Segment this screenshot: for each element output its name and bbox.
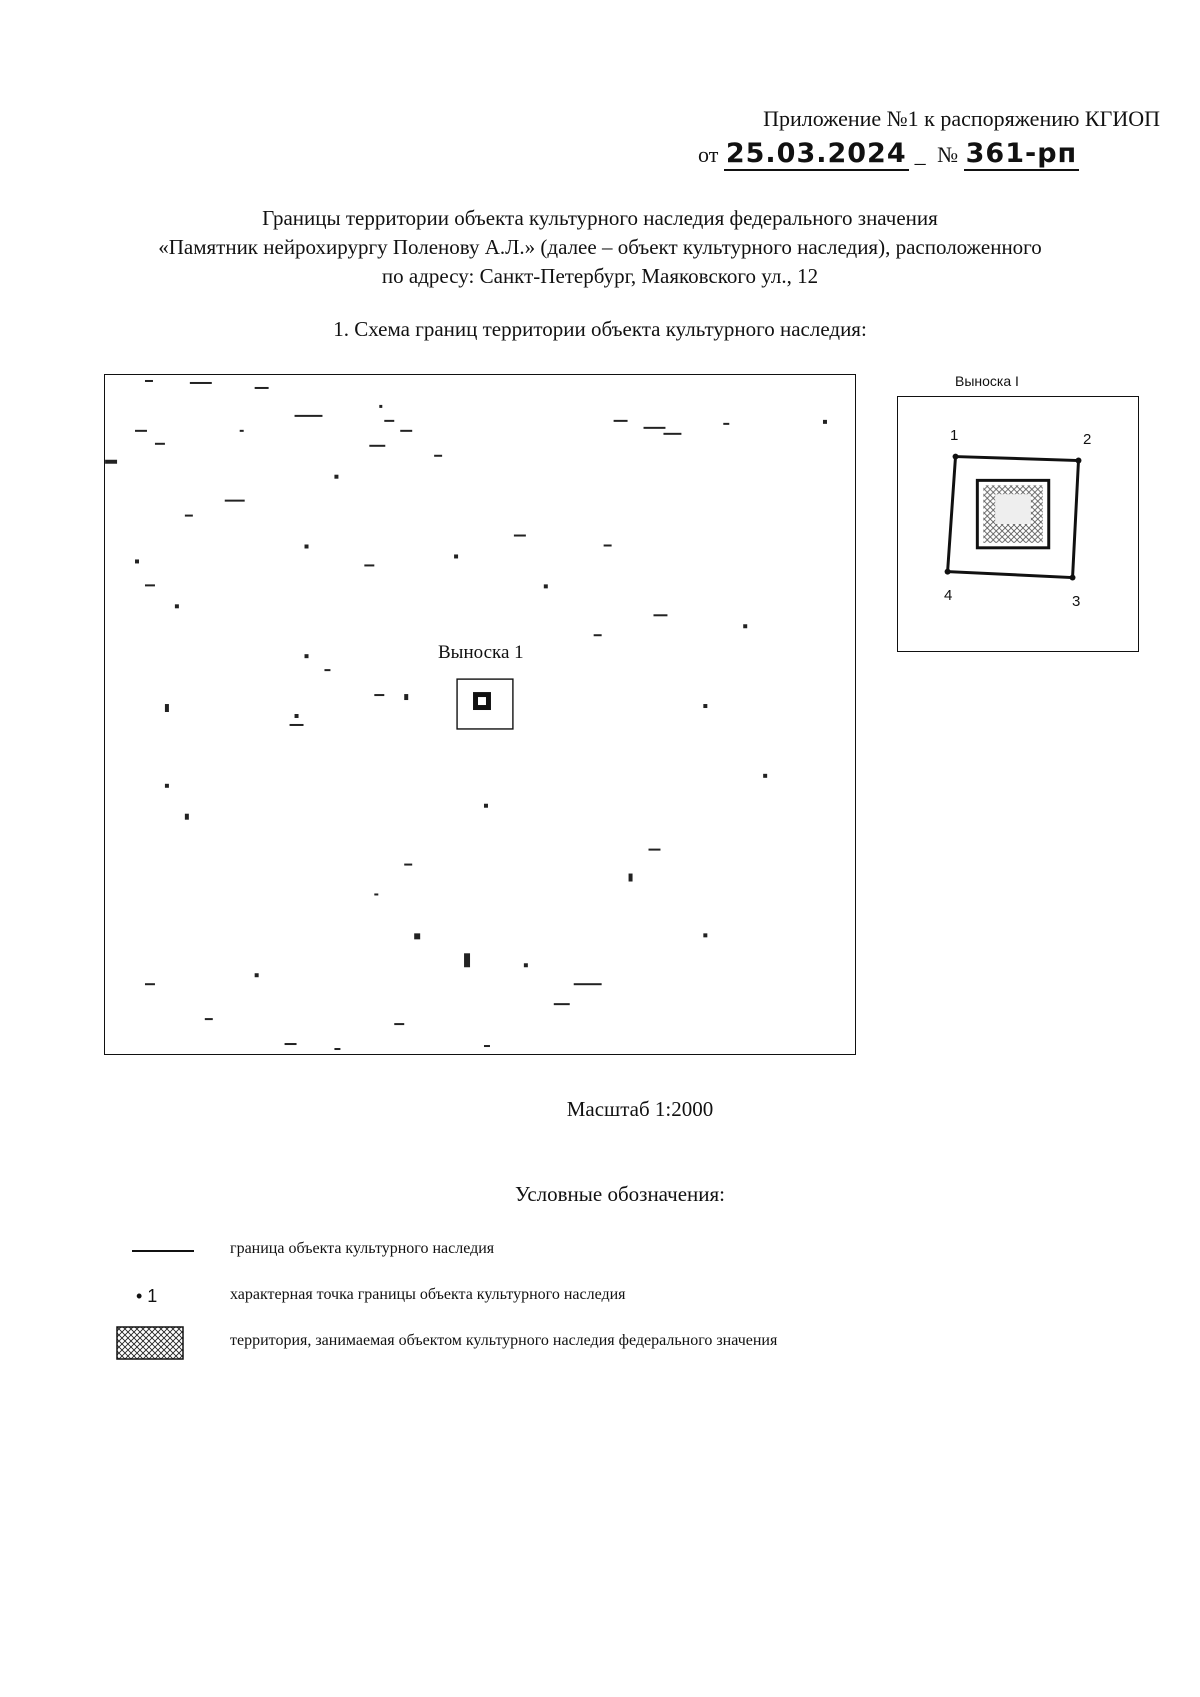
boundary-line-symbol <box>112 1232 192 1272</box>
title-line-3: по адресу: Санкт-Петербург, Маяковского ул., 12 <box>381 264 819 288</box>
callout-inset <box>897 396 1139 652</box>
point-label-1: 1 <box>950 427 959 444</box>
order-number: 361-рп <box>965 138 1078 169</box>
section-heading: 1. Схема границ территории объекта культурного наследия: <box>333 317 867 341</box>
legend-heading: Условные обозначения: <box>514 1182 726 1206</box>
map-scale: Масштаб 1:2000 <box>566 1097 714 1121</box>
legend-text: граница объекта культурного наследия <box>230 1240 495 1257</box>
order-date: 25.03.2024 <box>725 138 907 169</box>
title-line-2: «Памятник нейрохирургу Поленову А.Л.» (далее – объект культурного наследия), расположенного <box>158 235 1042 259</box>
document-title <box>60 204 1140 291</box>
legend-text: территория, занимаемая объектом культурного наследия федерального значения <box>230 1332 778 1349</box>
map-speckle-layer <box>105 375 855 1054</box>
number-prefix: № <box>937 142 959 167</box>
point-symbol <box>112 1278 192 1318</box>
legend-item-point <box>112 1278 1112 1318</box>
from-prefix: от <box>698 142 719 167</box>
map-callout-label: Выноска 1 <box>438 642 524 663</box>
point-label-4: 4 <box>944 587 953 604</box>
order-date-number: от 25.03.2024 _ № 361-рп <box>698 138 1078 169</box>
hatch-symbol <box>112 1324 192 1364</box>
callout-1-marker <box>457 679 513 729</box>
legend-text: характерная точка границы объекта культурного наследия <box>230 1286 626 1303</box>
legend-item-territory <box>112 1324 1112 1364</box>
point-label-2: 2 <box>1083 431 1092 448</box>
inset-drawing <box>898 397 1138 651</box>
inset-title: Выноска I <box>955 373 1019 389</box>
title-line-1: Границы территории объекта культурного наследия федерального значения <box>262 206 938 230</box>
point-label-3: 3 <box>1072 593 1081 610</box>
boundary-scheme-map <box>104 374 856 1055</box>
point-symbol-label: • 1 <box>136 1286 158 1306</box>
appendix-line: Приложение №1 к распоряжению КГИОП <box>763 106 1160 131</box>
legend-item-boundary <box>112 1232 1112 1272</box>
scan-noise <box>105 380 827 1050</box>
